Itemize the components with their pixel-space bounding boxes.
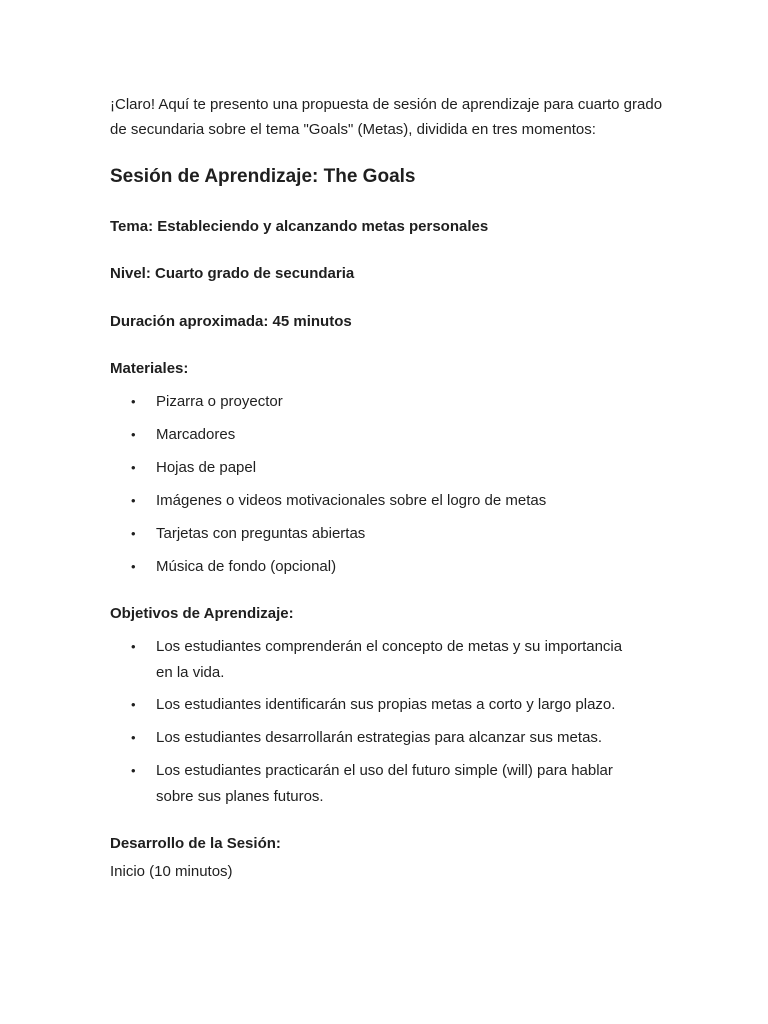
document-page	[110, 92, 670, 880]
list-item: • Los estudiantes practicarán el uso del futuro simple (will) para hablar sobre sus planes futuros.	[110, 758, 670, 810]
bullet-icon: •	[131, 559, 136, 574]
bullet-icon: •	[131, 394, 136, 409]
list-item: • Los estudiantes identificarán sus propias metas a corto y largo plazo.	[110, 692, 670, 718]
bullet-icon: •	[131, 526, 136, 541]
list-item: • Los estudiantes comprenderán el concepto de metas y su importancia en la vida.	[110, 634, 670, 686]
bullet-icon: •	[131, 730, 136, 745]
list-item: • Pizarra o proyector	[110, 389, 670, 415]
bullet-icon: •	[131, 639, 136, 654]
materiales-list	[110, 389, 670, 580]
objetivos-heading: Objetivos de Aprendizaje:	[110, 605, 294, 622]
duracion-line: Duración aproximada: 45 minutos	[110, 313, 352, 330]
list-item: • Imágenes o videos motivacionales sobre el logro de metas	[110, 488, 670, 514]
objetivos-list	[110, 634, 670, 810]
bullet-icon: •	[131, 763, 136, 778]
list-item: • Tarjetas con preguntas abiertas	[110, 521, 670, 547]
list-item: • Música de fondo (opcional)	[110, 554, 670, 580]
list-item: • Marcadores	[110, 422, 670, 448]
list-item: • Los estudiantes desarrollarán estrategias para alcanzar sus metas.	[110, 725, 670, 751]
bullet-icon: •	[131, 697, 136, 712]
list-item: • Hojas de papel	[110, 455, 670, 481]
desarrollo-heading: Desarrollo de la Sesión:	[110, 835, 281, 852]
intro-paragraph: ¡Claro! Aquí te presento una propuesta de sesión de aprendizaje para cuarto grado de secundaria sobre el tema "Goals" (Metas), dividida en tres momentos:	[110, 96, 663, 138]
nivel-line: Nivel: Cuarto grado de secundaria	[110, 265, 355, 282]
tema-line: Tema: Estableciendo y alcanzando metas personales	[110, 218, 489, 235]
session-title: Sesión de Aprendizaje: The Goals	[110, 166, 416, 187]
bullet-icon: •	[131, 460, 136, 475]
bullet-icon: •	[131, 493, 136, 508]
materiales-heading: Materiales:	[110, 360, 189, 377]
inicio-line: Inicio (10 minutos)	[110, 863, 233, 880]
bullet-icon: •	[131, 427, 136, 442]
